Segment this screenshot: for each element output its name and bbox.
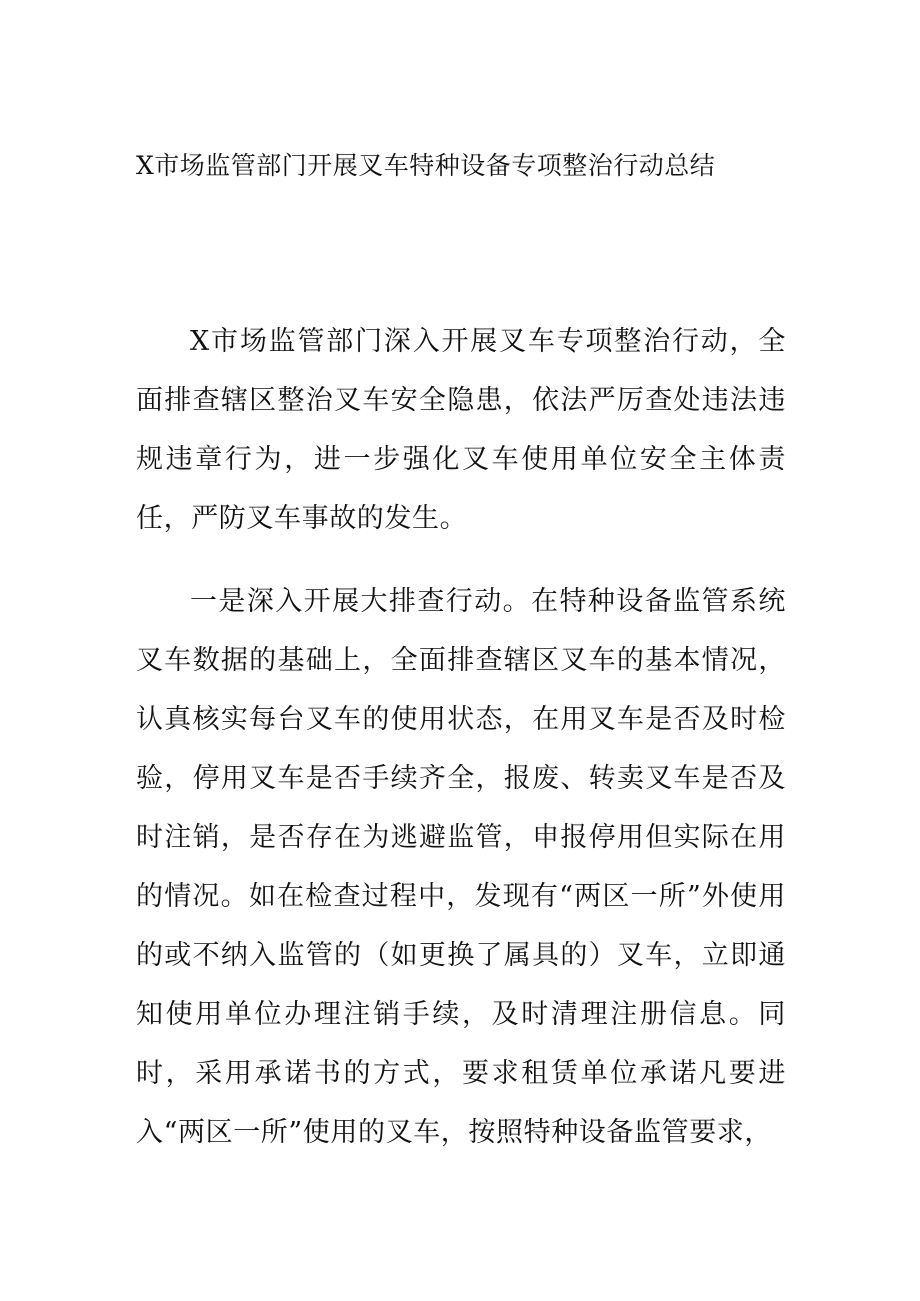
document-title: X市场监管部门开展叉车特种设备专项整治行动总结 [136, 151, 716, 180]
paragraph-investigation: 一是深入开展大排查行动。在特种设备监管系统叉车数据的基础上，全面排查辖区叉车的基本情况，认真核实每台叉车的使用状态，在用叉车是否及时检验，停用叉车是否手续齐全，报废、转卖叉车是否及时注销，是否存在为逃避监管，申报停用但实际在用的情况。如在检查过程中，发现有“两区一所”外使用的或不纳入监管的（如更换了属具的）叉车，立即通知使用单位办理注销手续，及时清理注册信息。同时，采用承诺书的方式，要求租赁单位承诺凡要进入“两区一所”使用的叉车，按照特种设备监管要求， [136, 586, 786, 1148]
paragraph-intro: X市场监管部门深入开展叉车专项整治行动，全面排查辖区整治叉车安全隐患，依法严厉查处违法违规违章行为，进一步强化叉车使用单位安全主体责任，严防叉车事故的发生。 [136, 326, 786, 534]
